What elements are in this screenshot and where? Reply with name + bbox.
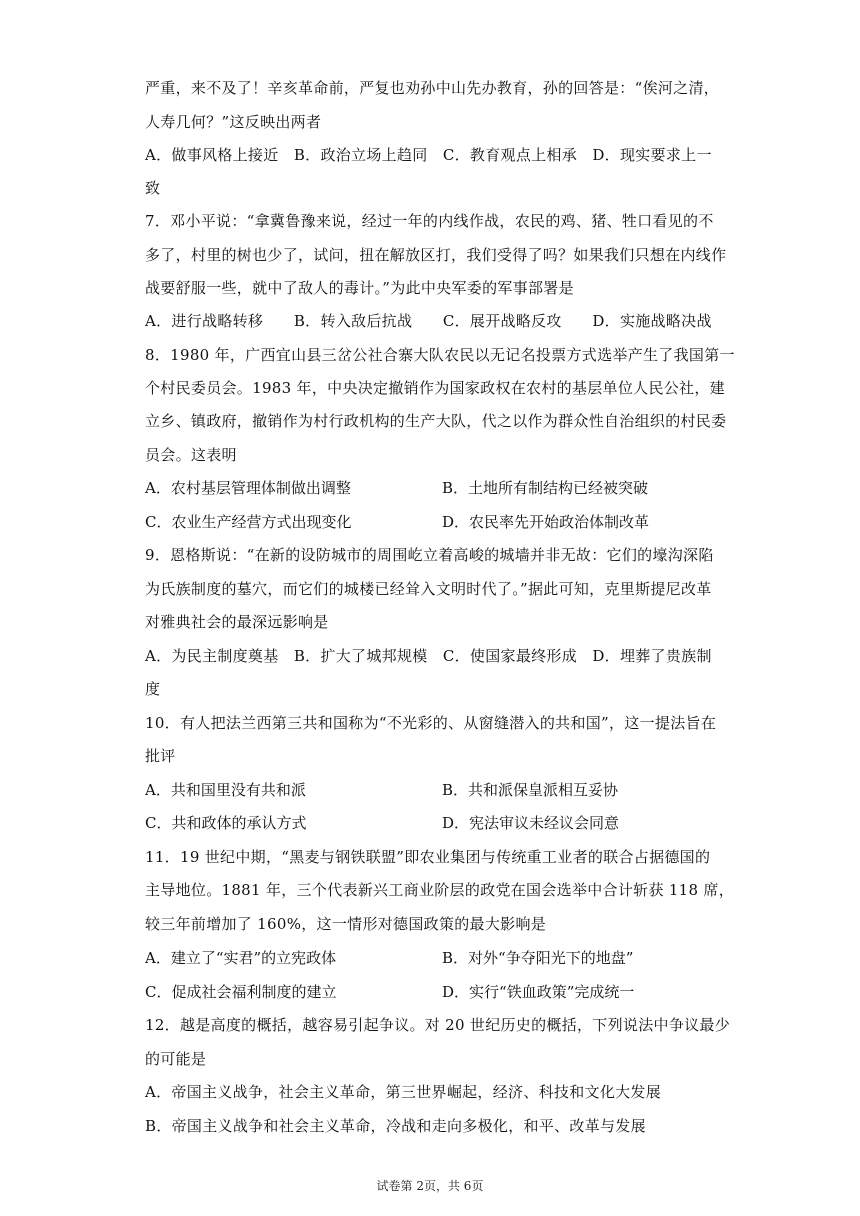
page-footer: 试卷第 2页，共 6页 bbox=[376, 1179, 484, 1193]
q12-option-a: A．帝国主义战争，社会主义革命，第三世界崛起，经济、科技和文化大发展 bbox=[145, 1083, 662, 1101]
q7-stem-line-3: 战要舒服一些，就中了敌人的毒计。”为此中央军委的军事部署是 bbox=[145, 279, 574, 297]
q11-option-c: C．促成社会福利制度的建立 bbox=[145, 983, 337, 1001]
q6-stem-line-1: 严重，来不及了！辛亥革命前，严复也劝孙中山先办教育，孙的回答是：“俟河之清， bbox=[145, 79, 720, 97]
q11-stem-line-2: 主导地位。1881 年，三个代表新兴工商业阶层的政党在国会选举中合计斩获 118 席， bbox=[145, 881, 735, 899]
q8-option-b: B．土地所有制结构已经被突破 bbox=[442, 479, 649, 497]
q10-option-c: C．共和政体的承认方式 bbox=[145, 814, 307, 832]
q10-stem-line-1: 10．有人把法兰西第三共和国称为“不光彩的、从窗缝潜入的共和国”，这一提法旨在 bbox=[145, 714, 717, 732]
q11-option-a: A．建立了“实君”的立宪政体 bbox=[145, 949, 337, 967]
q10-option-a: A．共和国里没有共和派 bbox=[145, 781, 306, 799]
q9-stem-line-3: 对雅典社会的最深远影响是 bbox=[145, 613, 329, 631]
q10-option-d: D．宪法审议未经议会同意 bbox=[442, 814, 620, 832]
q9-stem-line-1: 9．恩格斯说：“在新的设防城市的周围屹立着高峻的城墙并非无故：它们的壕沟深陷 bbox=[145, 546, 714, 564]
q6-options-line-2: 致 bbox=[145, 179, 161, 197]
q12-option-b: B．帝国主义战争和社会主义革命，冷战和走向多极化，和平、改革与发展 bbox=[145, 1117, 646, 1135]
q7-stem-line-1: 7．邓小平说：“拿冀鲁豫来说，经过一年的内线作战，农民的鸡、猪、牲口看见的不 bbox=[145, 212, 714, 230]
q8-option-d: D．农民率先开始政治体制改革 bbox=[442, 513, 650, 531]
q8-stem-line-3: 立乡、镇政府，撤销作为村行政机构的生产大队，代之以作为群众性自治组织的村民委 bbox=[145, 412, 727, 430]
q8-stem-line-1: 8．1980 年，广西宜山县三岔公社合寨大队农民以无记名投票方式选举产生了我国第一 bbox=[145, 346, 735, 364]
q10-stem-line-2: 批评 bbox=[145, 747, 176, 765]
q6-options-line-1: A．做事风格上接近 B．政治立场上趋同 C．教育观点上相承 D．现实要求上一 bbox=[145, 146, 712, 164]
q8-stem-line-2: 个村民委员会。1983 年，中央决定撤销作为国家政权在农村的基层单位人民公社，建 bbox=[145, 379, 725, 397]
q8-option-c: C．农业生产经营方式出现变化 bbox=[145, 513, 352, 531]
q12-stem-line-2: 的可能是 bbox=[145, 1050, 207, 1068]
q7-stem-line-2: 多了，村里的树也少了，试问，扭在解放区打，我们受得了吗？如果我们只想在内线作 bbox=[145, 246, 727, 264]
q12-stem-line-1: 12．越是高度的概括，越容易引起争议。对 20 世纪历史的概括，下列说法中争议最少 bbox=[145, 1016, 731, 1034]
q11-stem-line-3: 较三年前增加了 160%，这一情形对德国政策的最大影响是 bbox=[145, 915, 547, 933]
q9-options-line-1: A．为民主制度奠基 B．扩大了城邦规模 C．使国家最终形成 D．埋葬了贵族制 bbox=[145, 647, 712, 665]
q9-stem-line-2: 为氏族制度的墓穴，而它们的城楼已经耸入文明时代了。”据此可知，克里斯提尼改革 bbox=[145, 580, 712, 598]
q9-options-line-2: 度 bbox=[145, 680, 161, 698]
q11-option-d: D．实行“铁血政策”完成统一 bbox=[442, 983, 635, 1001]
q6-stem-line-2: 人寿几何？”这反映出两者 bbox=[145, 113, 322, 131]
q11-stem-line-1: 11．19 世纪中期，“黑麦与钢铁联盟”即农业集团与传统重工业者的联合占据德国的 bbox=[145, 848, 711, 866]
q10-option-b: B．共和派保皇派相互妥协 bbox=[442, 781, 619, 799]
q8-option-a: A．农村基层管理体制做出调整 bbox=[145, 479, 351, 497]
q8-stem-line-4: 员会。这表明 bbox=[145, 446, 237, 464]
q11-option-b: B．对外“争夺阳光下的地盘” bbox=[442, 949, 634, 967]
q7-options: A．进行战略转移 B．转入敌后抗战 C．展开战略反攻 D．实施战略决战 bbox=[145, 312, 712, 330]
